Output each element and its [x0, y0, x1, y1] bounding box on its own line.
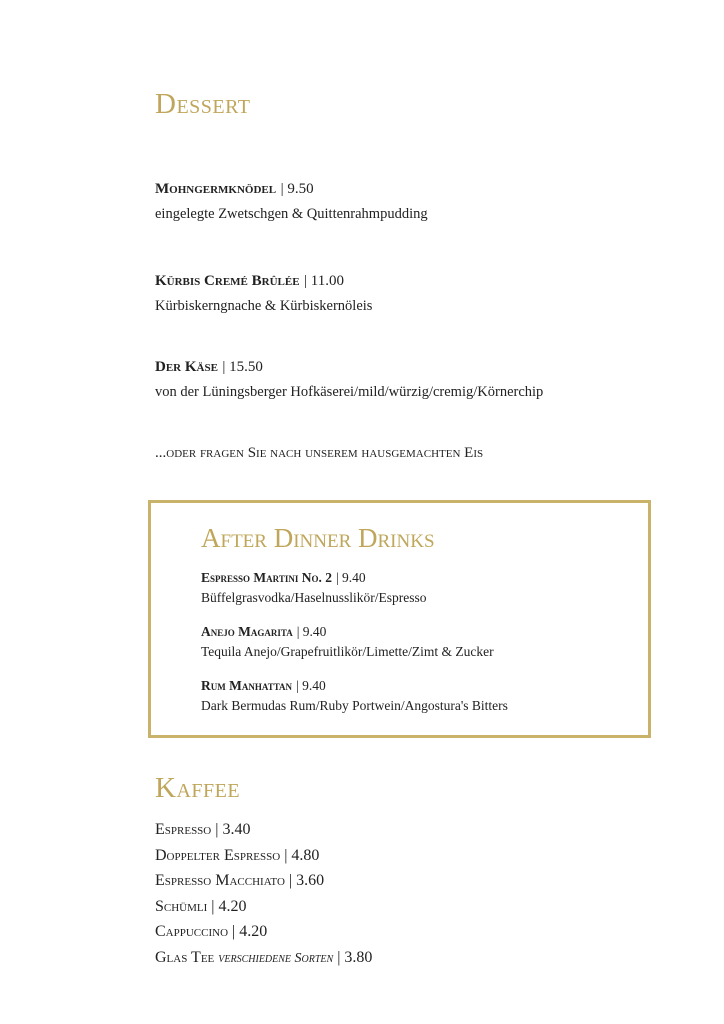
item-price: 4.20: [218, 898, 247, 915]
item-desc: eingelegte Zwetschgen & Quittenrahmpudding: [155, 206, 428, 222]
item-name: Espresso: [155, 821, 212, 838]
coffee-item: Espresso Macchiato | 3.60: [155, 872, 325, 889]
drinks-heading: After Dinner Drinks: [201, 523, 435, 553]
coffee-item: Espresso | 3.40: [155, 821, 251, 838]
dessert-item: Der Käse | 15.50 von der Lüningsberger Hofkäserei/mild/würzig/cremig/Körnerchip: [155, 359, 544, 400]
item-name: Schümli: [155, 898, 208, 915]
item-price: 3.40: [222, 821, 251, 838]
item-name: Doppelter Espresso: [155, 847, 281, 864]
dessert-heading: Dessert: [155, 88, 251, 120]
item-name: Espresso Macchiato: [155, 872, 285, 889]
item-price: 9.40: [342, 570, 366, 585]
item-name: Cappuccino: [155, 923, 229, 940]
item-desc: Dark Bermudas Rum/Ruby Portwein/Angostura's Bitters: [201, 698, 508, 713]
coffee-item: Schümli | 4.20: [155, 898, 247, 915]
item-price: 9.50: [287, 181, 314, 197]
item-name: Der Käse: [155, 359, 218, 375]
item-price: 3.60: [296, 872, 325, 889]
item-name: Glas Tee: [155, 949, 215, 966]
drink-item: Anejo Magarita | 9.40 Tequila Anejo/Grapefruitlikör/Limette/Zimt & Zucker: [201, 624, 494, 659]
item-price: 9.40: [302, 624, 327, 639]
item-name: Kürbis Cremé Brûlée: [155, 273, 300, 289]
item-desc: Tequila Anejo/Grapefruitlikör/Limette/Zimt & Zucker: [201, 644, 494, 659]
item-price: 4.20: [239, 923, 268, 940]
item-price: 11.00: [310, 273, 344, 289]
item-name: Mohngermknödel: [155, 181, 277, 197]
item-extra: verschiedene Sorten: [218, 951, 334, 966]
kaffee-heading: Kaffee: [155, 772, 241, 804]
item-name: Anejo Magarita: [201, 624, 293, 639]
dessert-item: Mohngermknödel | 9.50 eingelegte Zwetschgen & Quittenrahmpudding: [155, 181, 428, 222]
item-desc: von der Lüningsberger Hofkäserei/mild/würzig/cremig/Körnerchip: [155, 384, 544, 400]
drink-item: Rum Manhattan | 9.40 Dark Bermudas Rum/Ruby Portwein/Angostura's Bitters: [201, 678, 508, 713]
item-price: 4.80: [291, 847, 320, 864]
coffee-item: Doppelter Espresso | 4.80: [155, 847, 320, 864]
ice-cream-note: ...oder fragen Sie nach unserem hausgemachten Eis: [155, 445, 484, 461]
item-name: Espresso Martini No. 2: [201, 570, 332, 585]
dessert-item: Kürbis Cremé Brûlée | 11.00 Kürbiskerngnache & Kürbiskernöleis: [155, 273, 373, 314]
item-price: 15.50: [229, 359, 263, 375]
item-name: Rum Manhattan: [201, 678, 293, 693]
drink-item: Espresso Martini No. 2 | 9.40 Büffelgrasvodka/Haselnusslikör/Espresso: [201, 570, 427, 605]
item-price: 3.80: [344, 949, 373, 966]
item-desc: Kürbiskerngnache & Kürbiskernöleis: [155, 298, 373, 314]
coffee-item: Glas Tee verschiedene Sorten | 3.80: [155, 949, 373, 966]
item-price: 9.40: [302, 678, 326, 693]
after-dinner-drinks-box: [148, 500, 651, 738]
coffee-item: Cappuccino | 4.20: [155, 923, 268, 940]
item-desc: Büffelgrasvodka/Haselnusslikör/Espresso: [201, 590, 427, 605]
